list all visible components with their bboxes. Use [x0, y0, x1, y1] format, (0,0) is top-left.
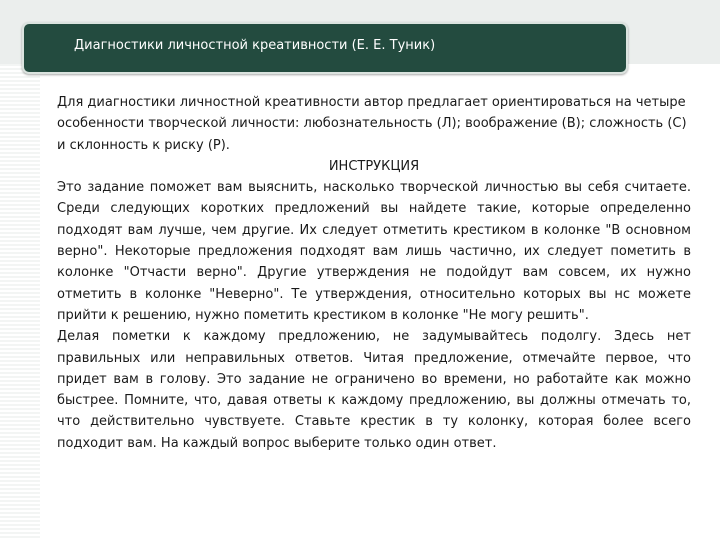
intro-paragraph: Для диагностики личностной креативности автор предлагает ориентироваться на четыре особенности творческой личности: любознательность (Л); воображение (В); сложность (С) и склонность к риску (Р).: [57, 95, 687, 153]
instruction-paragraph-1: Это задание поможет вам выяснить, насколько творческой личностью вы себя считаете. Среди следующих коротких предложений вы найдете такие, которые определенно подходят вам лучше, чем другие. Их следует отметить крестиком в колонке "В основном верно". Некоторые предложения подходят вам лишь частично, их следует пометить в колонке "Отчасти верно". Другие утверждения не подойдут вам совсем, их нужно отметить в колонке "Неверно". Те утверждения, относительно которых вы нс можете прийти к решению, нужно пометить крестиком в колонке "Не могу решить".: [57, 180, 691, 323]
title-bar: [22, 22, 628, 74]
slide-title: Диагностики личностной креативности (Е. Е. Туник): [74, 38, 436, 53]
instruction-paragraph-2: Делая пометки к каждому предложению, не задумывайтесь подолгу. Здесь нет правильных или неправильных ответов. Читая предложение, отмечайте первое, что придет вам в голову. Это задание не ограничено во времени, но работайте как можно быстрее. Помните, что, давая ответы к каждому предложению, вы должны отмечать то, что действительно чувствуете. Ставьте крестик в ту колонку, которая более всего подходит вам. На каждый вопрос выберите только один ответ.: [57, 329, 691, 451]
slide-body: [57, 92, 691, 454]
instruction-heading: ИНСТРУКЦИЯ: [328, 158, 420, 174]
left-stripe-decoration: [0, 0, 40, 540]
